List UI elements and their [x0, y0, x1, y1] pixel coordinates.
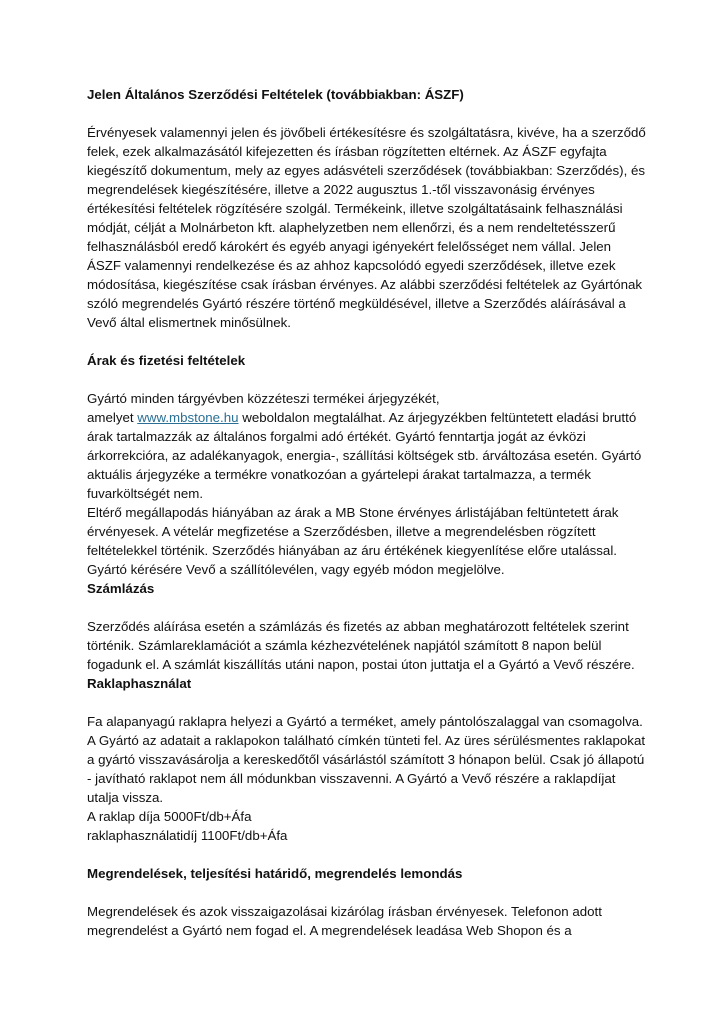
- prices-heading: Árak és fizetési feltételek: [87, 353, 246, 368]
- document-page: [87, 85, 647, 940]
- prices-paragraph-1: [87, 389, 647, 503]
- billing-heading: Számlázás: [87, 581, 155, 596]
- prices-text-after-link: weboldalon megtalálhat. Az árjegyzékben feltüntetett eladási bruttó árak tartalmazzák az általános forgalmi adó értékét. Gyártó fenntartja jogát az évközi árkorrekcióra, az adalékanyagok, energia-, szállítási költségek stb. árváltozása esetén. Gyártó aktuális árjegyzéke a termékre vonatkozóan a gyártelepi árakat tartalmazza, a termék fuvarköltségét nem.: [87, 410, 642, 501]
- pallet-fee: A raklap díja 5000Ft/db+Áfa: [87, 809, 252, 824]
- document-title: Jelen Általános Szerződési Feltételek (továbbiakban: ÁSZF): [87, 87, 464, 102]
- billing-paragraph: Szerződés aláírása esetén a számlázás és fizetés az abban meghatározott feltételek szerint történik. Számlareklamációt a számla kézhezvételének napjától számított 8 napon belül fogadunk el. A számlát kiszállítás utáni napon, postai úton juttatja el a Gyártó a Vevő részére.: [87, 619, 635, 672]
- prices-text-before-link: amelyet: [87, 410, 138, 425]
- prices-line-1: Gyártó minden tárgyévben közzéteszi termékei árjegyzékét,: [87, 391, 440, 406]
- intro-paragraph: Érvényesek valamennyi jelen és jövőbeli értékesítésre és szolgáltatásra, kivéve, ha a szerződő felek, ezek alkalmazásától kifejezetten és írásban rögzítetten eltérnek. Az ÁSZF egyfajta kiegészítő dokumentum, mely az egyes adásvételi szerződések (továbbiakban: Szerződés), és megrendelések kiegészítésére, illetve a 2022 augusztus 1.-től visszavonásig érvényes értékesítési feltételek rögzítésére szolgál. Termékeink, illetve szolgáltatásaink felhasználási módját, célját a Molnárbeton kft. alaphelyzetben nem ellenőrzi, és a nem rendeltetésszerű felhasználásból eredő károkért és egyéb anyagi igényekért felelősséget nem vállal. Jelen ÁSZF valamennyi rendelkezése és az ahhoz kapcsolódó egyedi szerződések, illetve ezek módosítása, kiegészítése csak írásban érvényes. Az alábbi szerződési feltételek az Gyártónak szóló megrendelés Gyártó részére történő megküldésével, illetve a Szerződés aláírásával a Vevő által elismertnek minősülnek.: [87, 125, 646, 330]
- pallets-heading: Raklaphasználat: [87, 676, 192, 691]
- orders-heading: Megrendelések, teljesítési határidő, megrendelés lemondás: [87, 866, 463, 881]
- orders-paragraph: Megrendelések és azok visszaigazolásai kizárólag írásban érvényesek. Telefonon adott megrendelést a Gyártó nem fogad el. A megrendelések leadása Web Shopon és a: [87, 904, 602, 938]
- pallet-usage-fee: raklaphasználatidíj 1100Ft/db+Áfa: [87, 828, 288, 843]
- prices-paragraph-2: Eltérő megállapodás hiányában az árak a MB Stone érvényes árlistájában feltüntetett árak érvényesek. A vételár megfizetése a Szerződésben, illetve a megrendelésben rögzített feltételekkel történik. Szerződés hiányában az áru értékének kiegyenlítése előre utalással. Gyártó kérésére Vevő a szállítólevélen, vagy egyéb módon megjelölve.: [87, 505, 619, 577]
- pallets-paragraph: Fa alapanyagú raklapra helyezi a Gyártó a terméket, amely pántolószalaggal van csomagolva. A Gyártó az adatait a raklapokon található címkén tünteti fel. Az üres sérülésmentes raklapokat a gyártó visszavásárolja a kereskedőtől vásárlástól számított 3 hónapon belül. Csak jó állapotú - javítható raklapot nem áll módunkban visszavenni. A Gyártó a Vevő részére a raklapdíjat utalja vissza.: [87, 714, 646, 805]
- website-link[interactable]: www.mbstone.hu: [137, 410, 239, 425]
